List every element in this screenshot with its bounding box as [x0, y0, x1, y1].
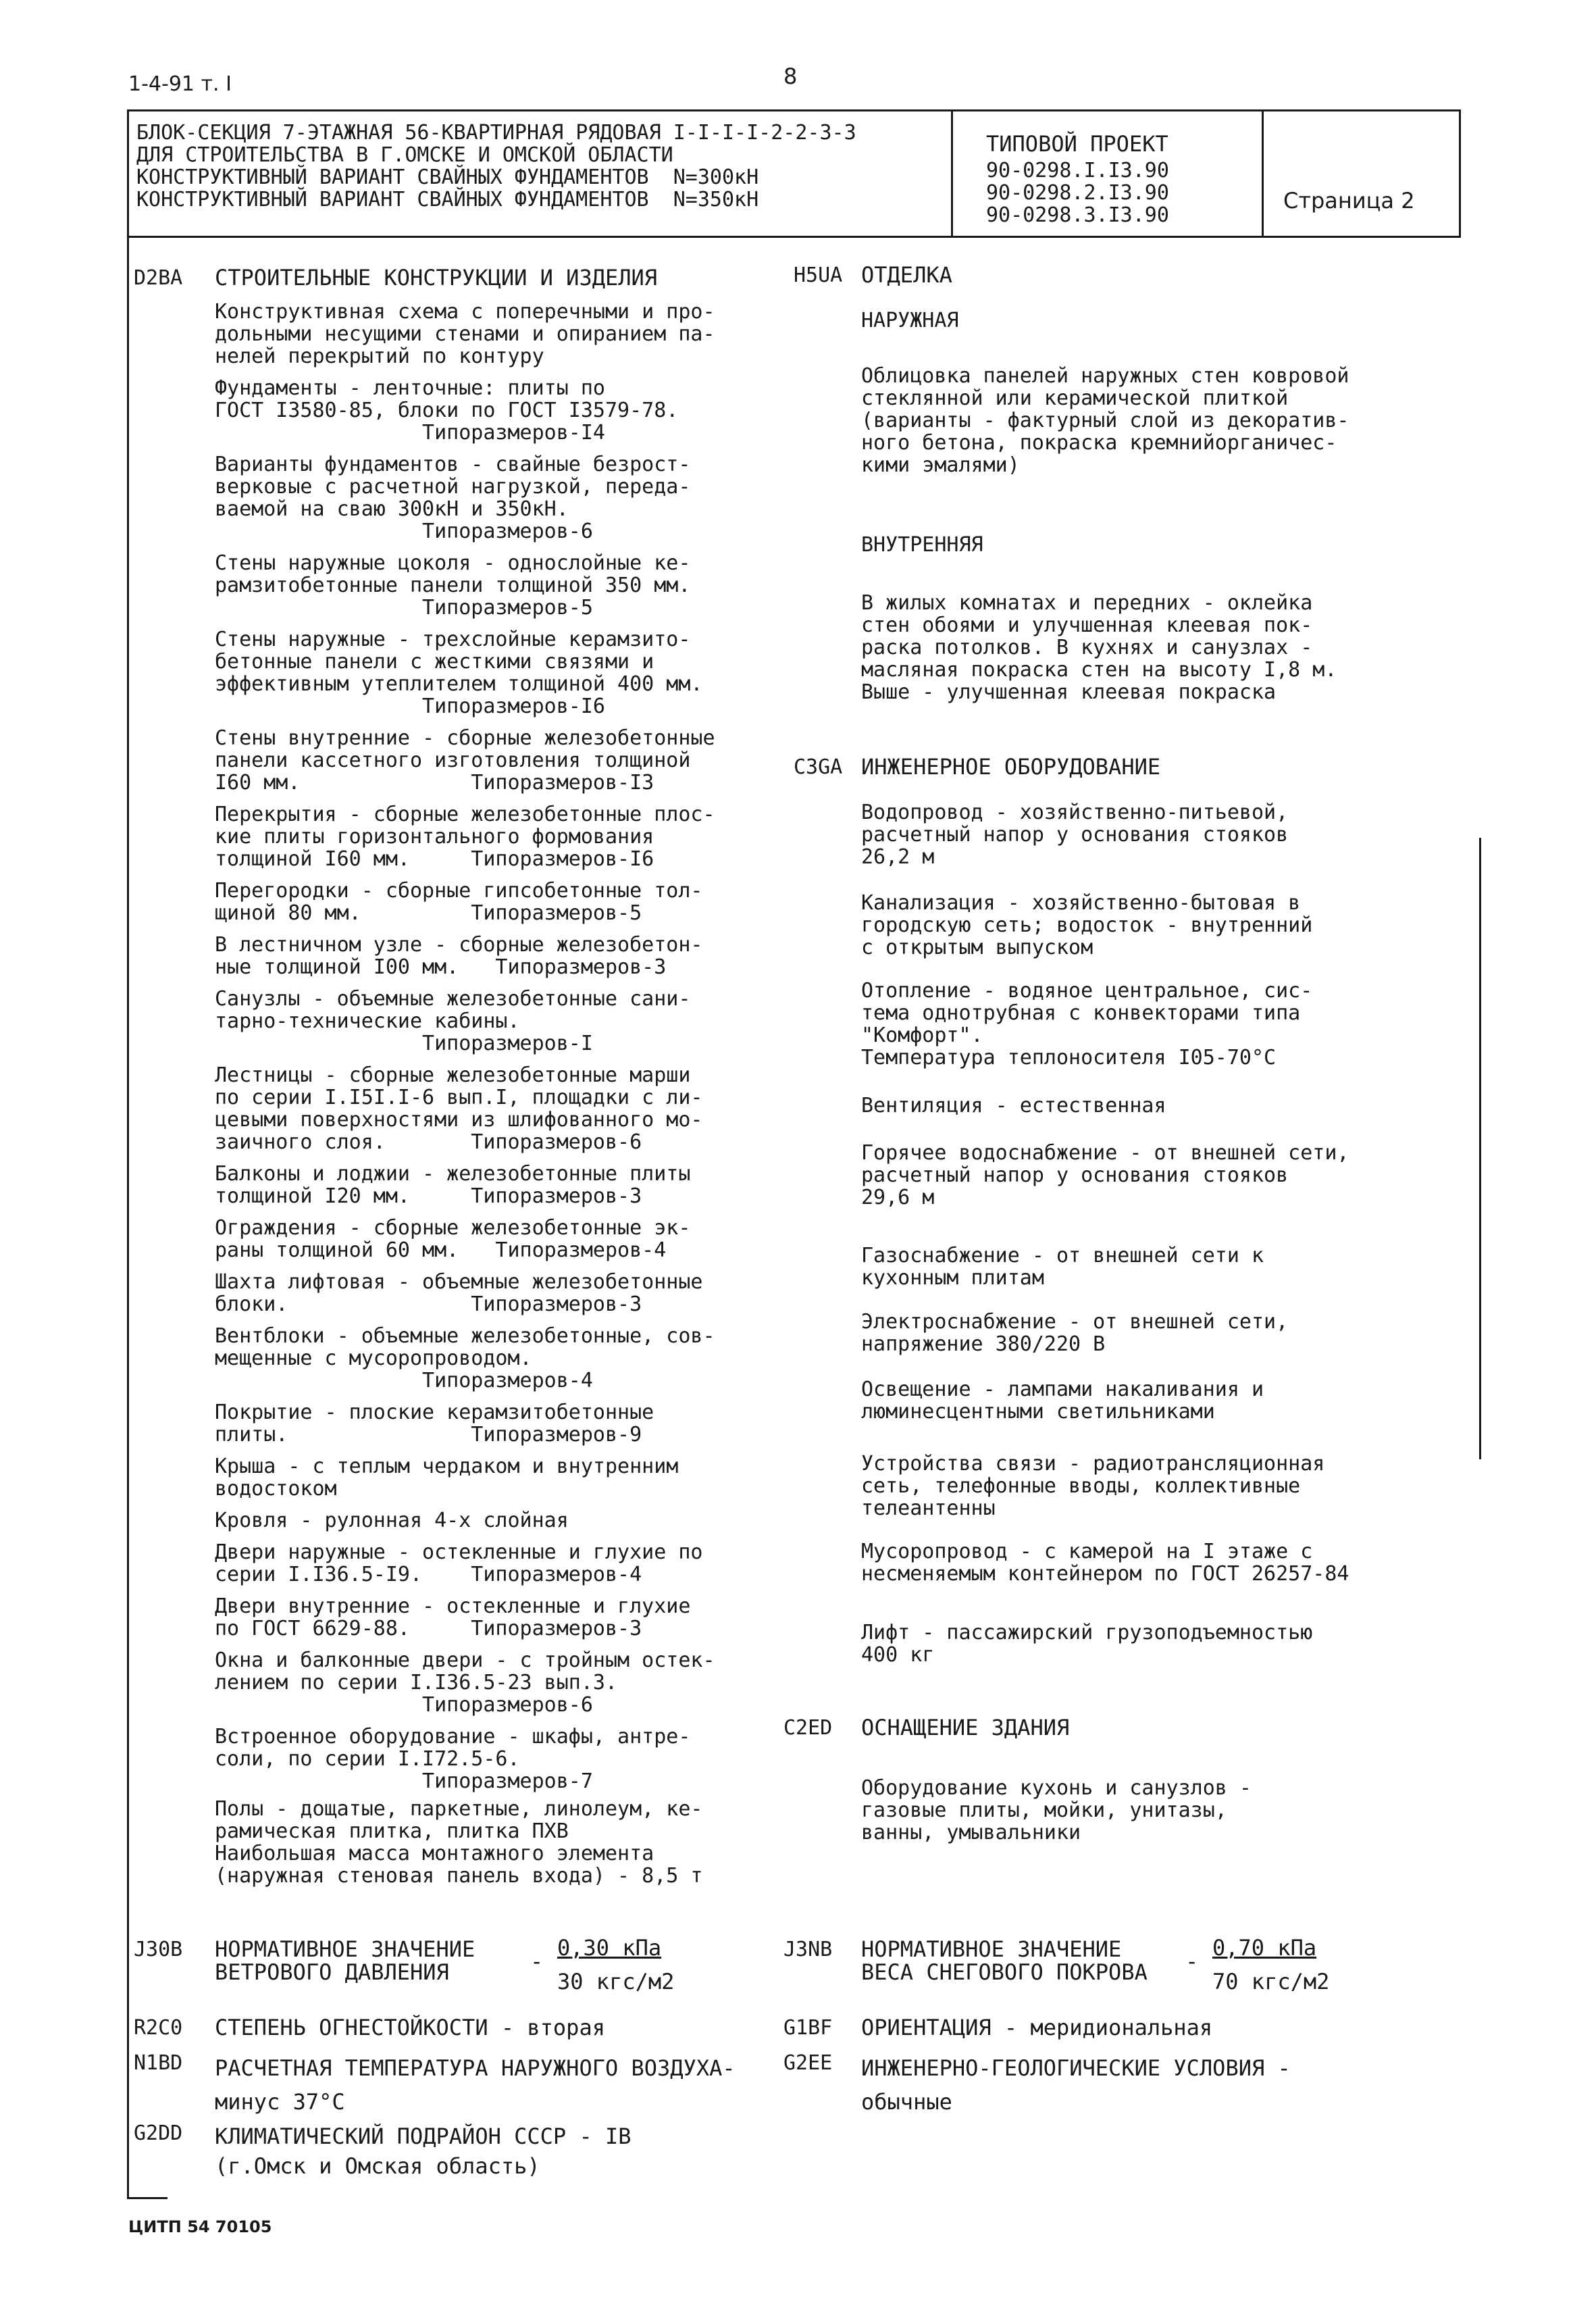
list-item: Балконы и лоджии - железобетонные плиты толщиной I20 мм. Типоразмеров-3 — [215, 1162, 691, 1208]
list-item: Перегородки - сборные гипсобетонные тол- щиной 80 мм. Типоразмеров-5 — [215, 879, 703, 925]
engineering-item: Освещение - лампами накаливания и люминесцентными светильниками — [861, 1378, 1264, 1424]
engineering-item: Канализация - хозяйственно-бытовая в городскую сеть; водосток - внутренний с открытым выпуском — [861, 891, 1313, 959]
page-number: 8 — [783, 64, 798, 89]
engineering-item: Водопровод - хозяйственно-питьевой, расчетный напор у основания стояков 26,2 м — [861, 801, 1289, 869]
list-item: Лестницы - сборные железобетонные марши по серии I.I5I.I-6 вып.I, площадки с ли- цевыми поверхностями из шлифованного мо- заичного слоя. Типоразмеров-6 — [215, 1063, 703, 1154]
snow-value-kpa: 0,70 кПа — [1212, 1935, 1317, 1961]
frame-corner — [127, 2197, 168, 2199]
geology-code: G2EE — [783, 2051, 833, 2075]
finish-int-text: В жилых комнатах и передних - оклейка стен обоями и улучшенная клеевая пок- раска потолков. В кухнях и санузлах - масляная покраска стен на высоту I,8 м. Выше - улучшенная клеевая покраска — [861, 591, 1337, 704]
wind-code: J30B — [134, 1938, 183, 1961]
wind-value-kgs: 30 кгс/м2 — [557, 1969, 675, 1994]
list-item: Вентблоки - объемные железобетонные, сов- мещенные с мусоропроводом. Типоразмеров-4 — [215, 1324, 715, 1392]
climate-subregion: КЛИМАТИЧЕСКИЙ ПОДРАЙОН СССР - IB (г.Омск и Омская область) — [215, 2123, 632, 2179]
temperature-code: N1BD — [134, 2051, 183, 2075]
wind-value-kpa: 0,30 кПа — [557, 1935, 662, 1961]
list-item: Фундаменты - ленточные: плиты по ГОСТ I3580-85, блоки по ГОСТ I3579-78. Типоразмеров-I4 — [215, 376, 679, 445]
list-item: Конструктивная схема с поперечными и про- дольными несущими стенами и опиранием па- нелей перекрытий по контуру — [215, 300, 715, 368]
list-item: Крыша - с теплым чердаком и внутренним водостоком — [215, 1455, 679, 1501]
finish-ext-title: НАРУЖНАЯ — [861, 309, 959, 332]
list-item: Стены наружные цоколя - однослойные ке- рамзитобетонные панели толщиной 350 мм. Типоразмеров-5 — [215, 551, 691, 620]
list-item: Санузлы - объемные железобетонные сани- тарно-технические кабины. Типоразмеров-I — [215, 987, 691, 1055]
header-title-line: КОНСТРУКТИВНЫЙ ВАРИАНТ СВАЙНЫХ ФУНДАМЕНТОВ N=300кН — [136, 166, 759, 189]
equipment-code: C2ED — [783, 1716, 833, 1740]
list-item: Варианты фундаментов - свайные безрост- верковые с расчетной нагрузкой, переда- ваемой на сваю 300кН и 350кН. Типоразмеров-6 — [215, 453, 691, 543]
engineering-item: Мусоропровод - с камерой на I этаже с несменяемым контейнером по ГОСТ 26257-84 — [861, 1540, 1349, 1586]
project-code: 90-0298.3.I3.90 — [986, 203, 1169, 227]
snow-code: J3NB — [783, 1938, 833, 1961]
engineering-item: Отопление - водяное центральное, сис- тема однотрубная с конвекторами типа "Комфорт". Температура теплоносителя I05-70°С — [861, 979, 1313, 1070]
orientation: ОРИЕНТАЦИЯ - меридиональная — [861, 2015, 1213, 2040]
section-title: СТРОИТЕЛЬНЫЕ КОНСТРУКЦИИ И ИЗДЕЛИЯ — [215, 265, 658, 291]
project-code: 90-0298.I.I3.90 — [986, 159, 1169, 182]
fire-resistance: СТЕПЕНЬ ОГНЕСТОЙКОСТИ - вторая — [215, 2015, 605, 2040]
equipment-text: Оборудование кухонь и санузлов - газовые плиты, мойки, унитазы, ванны, умывальники — [861, 1776, 1252, 1844]
list-item: Двери наружные - остекленные и глухие по серии I.I36.5-I9. Типоразмеров-4 — [215, 1540, 703, 1586]
snow-dash: - — [1185, 1948, 1199, 1974]
snow-label: НОРМАТИВНОЕ ЗНАЧЕНИЕ ВЕСА СНЕГОВОГО ПОКРОВА — [861, 1936, 1148, 1985]
header-title-line: ДЛЯ СТРОИТЕЛЬСТВА В Г.ОМСКЕ И ОМСКОЙ ОБЛАСТИ — [136, 143, 673, 167]
engineering-item: Электроснабжение - от внешней сети, напряжение 380/220 В — [861, 1310, 1289, 1356]
design-temperature: РАСЧЕТНАЯ ТЕМПЕРАТУРА НАРУЖНОГО ВОЗДУХА- минус 37°С — [215, 2055, 736, 2115]
list-item: Перекрытия - сборные железобетонные плос- кие плиты горизонтального формования толщиной I60 мм. Типоразмеров-I6 — [215, 803, 715, 871]
engineering-item: Газоснабжение - от внешней сети к кухонным плитам — [861, 1244, 1264, 1290]
list-item: Покрытие - плоские керамзитобетонные плиты. Типоразмеров-9 — [215, 1401, 654, 1447]
geology-conditions: ИНЖЕНЕРНО-ГЕОЛОГИЧЕСКИЕ УСЛОВИЯ - обычные — [861, 2055, 1291, 2115]
left-frame-line — [127, 238, 129, 2197]
list-item: Окна и балконные двери - с тройным остек- лением по серии I.I36.5-23 вып.3. Типоразмеров-6 — [215, 1649, 715, 1717]
finish-code: H5UA — [794, 263, 843, 287]
engineering-item: Горячее водоснабжение - от внешней сети, расчетный напор у основания стояков 29,6 м — [861, 1141, 1349, 1209]
equipment-title: ОСНАЩЕНИЕ ЗДАНИЯ — [861, 1715, 1070, 1740]
list-item: Встроенное оборудование - шкафы, антре- соли, по серии I.I72.5-6. Типоразмеров-7 — [215, 1725, 691, 1793]
project-code: 90-0298.2.I3.90 — [986, 181, 1169, 205]
header-title-line: БЛОК-СЕКЦИЯ 7-ЭТАЖНАЯ 56-КВАРТИРНАЯ РЯДОВАЯ I-I-I-I-2-2-3-3 — [136, 121, 856, 145]
project-info — [986, 132, 1169, 226]
series-label: 1-4-91 т. I — [128, 72, 232, 96]
list-item: Ограждения - сборные железобетонные эк- раны толщиной 60 мм. Типоразмеров-4 — [215, 1216, 691, 1262]
list-item: Стены наружные - трехслойные керамзито- бетонные панели с жесткими связями и эффективным утеплителем толщиной 400 мм. Типоразмеров-I6 — [215, 628, 703, 718]
list-item: Полы - дощатые, паркетные, линолеум, ке- рамическая плитка, плитка ПХВ Наибольшая масса монтажного элемента (наружная стеновая панель входа) - 8,5 т — [215, 1797, 703, 1888]
finish-ext-text: Облицовка панелей наружных стен ковровой стеклянной или керамической плиткой (варианты - фактурный слой из декоратив- ного бетона, покраска кремнийорганичес- кими эмалями) — [861, 364, 1349, 477]
fire-code: R2C0 — [134, 2016, 183, 2040]
title-block-divider — [1262, 109, 1264, 238]
project-label: ТИПОВОЙ ПРОЕКТ — [986, 131, 1168, 157]
section-code: D2BA — [134, 266, 183, 290]
snow-value-kgs: 70 кгс/м2 — [1212, 1969, 1330, 1994]
engineering-code: C3GA — [794, 755, 843, 779]
margin-mark — [1479, 838, 1481, 1459]
climate-code: G2DD — [134, 2121, 183, 2145]
footer-stamp: ЦИТП 54 70105 — [128, 2217, 272, 2236]
list-item: В лестничном узле - сборные железобетон- ные толщиной I00 мм. Типоразмеров-3 — [215, 933, 703, 979]
list-item: Шахта лифтовая - объемные железобетонные блоки. Типоразмеров-3 — [215, 1270, 703, 1316]
engineering-title: ИНЖЕНЕРНОЕ ОБОРУДОВАНИЕ — [861, 754, 1161, 780]
list-item: Двери внутренние - остекленные и глухие по ГОСТ 6629-88. Типоразмеров-3 — [215, 1594, 691, 1640]
list-item: Кровля - рулонная 4-х слойная — [215, 1509, 569, 1532]
header-title-line: КОНСТРУКТИВНЫЙ ВАРИАНТ СВАЙНЫХ ФУНДАМЕНТОВ N=350кН — [136, 188, 759, 211]
header-title — [136, 122, 947, 211]
orientation-code: G1BF — [783, 2016, 833, 2040]
engineering-item: Вентиляция - естественная — [861, 1094, 1166, 1117]
engineering-item: Лифт - пассажирский грузоподъемностью 400 кг — [861, 1621, 1313, 1667]
wind-dash: - — [530, 1948, 544, 1974]
engineering-item: Устройства связи - радиотрансляционная сеть, телефонные вводы, коллективные телеантенны — [861, 1452, 1325, 1520]
page-label: Страница 2 — [1283, 188, 1415, 213]
wind-label: НОРМАТИВНОЕ ЗНАЧЕНИЕ ВЕТРОВОГО ДАВЛЕНИЯ — [215, 1936, 475, 1985]
construction-list — [215, 301, 796, 1887]
title-block-divider — [951, 109, 953, 238]
finish-int-title: ВНУТРЕННЯЯ — [861, 533, 983, 557]
list-item: Стены внутренние - сборные железобетонные панели кассетного изготовления толщиной I60 мм. Типоразмеров-I3 — [215, 726, 715, 795]
finish-title: ОТДЕЛКА — [861, 262, 952, 288]
